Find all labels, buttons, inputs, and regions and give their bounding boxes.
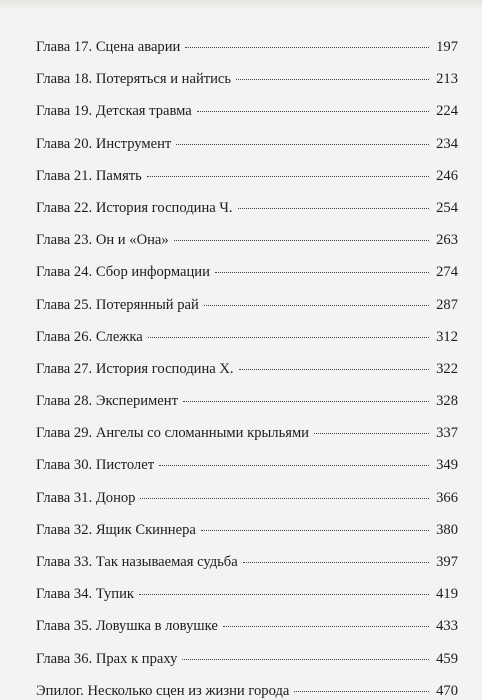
toc-entry bbox=[36, 521, 458, 553]
page-top-edge bbox=[0, 0, 482, 10]
toc-entry bbox=[36, 167, 458, 199]
toc-dot-leader bbox=[185, 47, 429, 48]
toc-entry-title: Глава 30. Пистолет bbox=[36, 457, 155, 474]
toc-entry bbox=[36, 617, 458, 649]
toc-dot-leader bbox=[176, 144, 429, 145]
toc-entry-page: 337 bbox=[436, 425, 458, 442]
toc-entry-title: Глава 28. Эксперимент bbox=[36, 393, 178, 410]
toc-entry-page: 312 bbox=[436, 328, 458, 345]
toc-entry-title: Глава 34. Тупик bbox=[36, 586, 135, 603]
toc-entry-title: Эпилог. Несколько сцен из жизни города bbox=[36, 682, 290, 699]
toc-entry-title: Глава 33. Так называемая судьба bbox=[36, 554, 238, 570]
toc-dot-leader bbox=[182, 659, 429, 660]
toc-entry-page: 224 bbox=[436, 103, 458, 120]
toc-entry-page: 263 bbox=[436, 232, 458, 249]
toc-entry bbox=[36, 70, 458, 102]
toc-dot-leader bbox=[238, 208, 429, 209]
toc-entry-page: 254 bbox=[436, 199, 458, 216]
toc-entry-title: Глава 29. Ангелы со сломанными крыльями bbox=[36, 425, 309, 442]
toc-entry-page: 397 bbox=[436, 554, 458, 570]
toc-entry-title: Глава 22. История господина Ч. bbox=[36, 199, 233, 216]
toc-entry-title: Глава 35. Ловушка в ловушке bbox=[36, 618, 218, 635]
toc-dot-leader bbox=[243, 562, 429, 563]
toc-dot-leader bbox=[148, 337, 429, 338]
toc-dot-leader bbox=[236, 79, 429, 80]
toc-entry-title: Глава 31. Донор bbox=[36, 489, 136, 506]
toc-dot-leader bbox=[239, 369, 429, 370]
toc-dot-leader bbox=[223, 626, 429, 627]
toc-entry-title: Глава 27. История господина Х. bbox=[36, 360, 234, 377]
toc-dot-leader bbox=[147, 176, 429, 177]
toc-entry bbox=[36, 296, 458, 328]
toc-entry bbox=[36, 199, 458, 231]
toc-entry bbox=[36, 585, 458, 617]
toc-entry-title: Глава 32. Ящик Скиннера bbox=[36, 521, 196, 538]
toc-entry bbox=[36, 135, 458, 167]
toc-dot-leader bbox=[201, 530, 429, 531]
toc-entry bbox=[36, 424, 458, 456]
toc-entry-title: Глава 20. Инструмент bbox=[36, 135, 172, 152]
toc-entry-title: Глава 19. Детская травма bbox=[36, 103, 192, 120]
toc-entry bbox=[36, 328, 458, 360]
toc-dot-leader bbox=[204, 305, 429, 306]
toc-entry-page: 419 bbox=[436, 586, 458, 603]
toc-entry-title: Глава 18. Потеряться и найтись bbox=[36, 71, 232, 88]
toc-entry bbox=[36, 553, 458, 585]
toc-entry-title: Глава 24. Сбор информации bbox=[36, 264, 210, 281]
toc-entry-page: 349 bbox=[436, 457, 458, 474]
toc-entry bbox=[36, 263, 458, 295]
toc-dot-leader bbox=[139, 594, 429, 595]
toc-entry-title: Глава 25. Потерянный рай bbox=[36, 296, 199, 313]
toc-entry-page: 197 bbox=[436, 39, 458, 55]
toc-entry-page: 246 bbox=[436, 167, 458, 184]
toc-dot-leader bbox=[174, 240, 429, 241]
toc-dot-leader bbox=[140, 498, 429, 499]
toc-entry bbox=[36, 360, 458, 392]
toc-entry-page: 274 bbox=[436, 264, 458, 281]
toc-entry-title: Глава 26. Слежка bbox=[36, 328, 143, 345]
toc-entry-title: Глава 21. Память bbox=[36, 167, 142, 184]
toc-entry-page: 470 bbox=[436, 682, 458, 699]
toc-entry-page: 366 bbox=[436, 489, 458, 506]
toc-entry-page: 433 bbox=[436, 618, 458, 635]
toc-dot-leader bbox=[159, 465, 429, 466]
toc-entry-page: 213 bbox=[436, 71, 458, 88]
toc-entry-title: Глава 36. Прах к праху bbox=[36, 650, 178, 667]
toc-entry-page: 234 bbox=[436, 135, 458, 152]
toc-dot-leader bbox=[314, 433, 429, 434]
toc-entry bbox=[36, 682, 458, 700]
toc-entry bbox=[36, 456, 458, 488]
toc-dot-leader bbox=[215, 272, 429, 273]
toc-entry bbox=[36, 102, 458, 134]
toc-entry bbox=[36, 489, 458, 521]
toc-entry bbox=[36, 392, 458, 424]
toc-entry bbox=[36, 231, 458, 263]
toc-entry-page: 459 bbox=[436, 650, 458, 667]
table-of-contents bbox=[36, 38, 458, 700]
toc-entry-title: Глава 17. Сцена аварии bbox=[36, 39, 181, 55]
toc-entry-page: 380 bbox=[436, 521, 458, 538]
toc-dot-leader bbox=[294, 691, 429, 692]
toc-entry bbox=[36, 650, 458, 682]
toc-entry-page: 287 bbox=[436, 296, 458, 313]
toc-entry-title: Глава 23. Он и «Она» bbox=[36, 232, 169, 249]
toc-dot-leader bbox=[197, 111, 429, 112]
toc-entry-page: 322 bbox=[436, 360, 458, 377]
toc-entry-page: 328 bbox=[436, 393, 458, 410]
toc-entry bbox=[36, 38, 458, 70]
toc-dot-leader bbox=[183, 401, 429, 402]
